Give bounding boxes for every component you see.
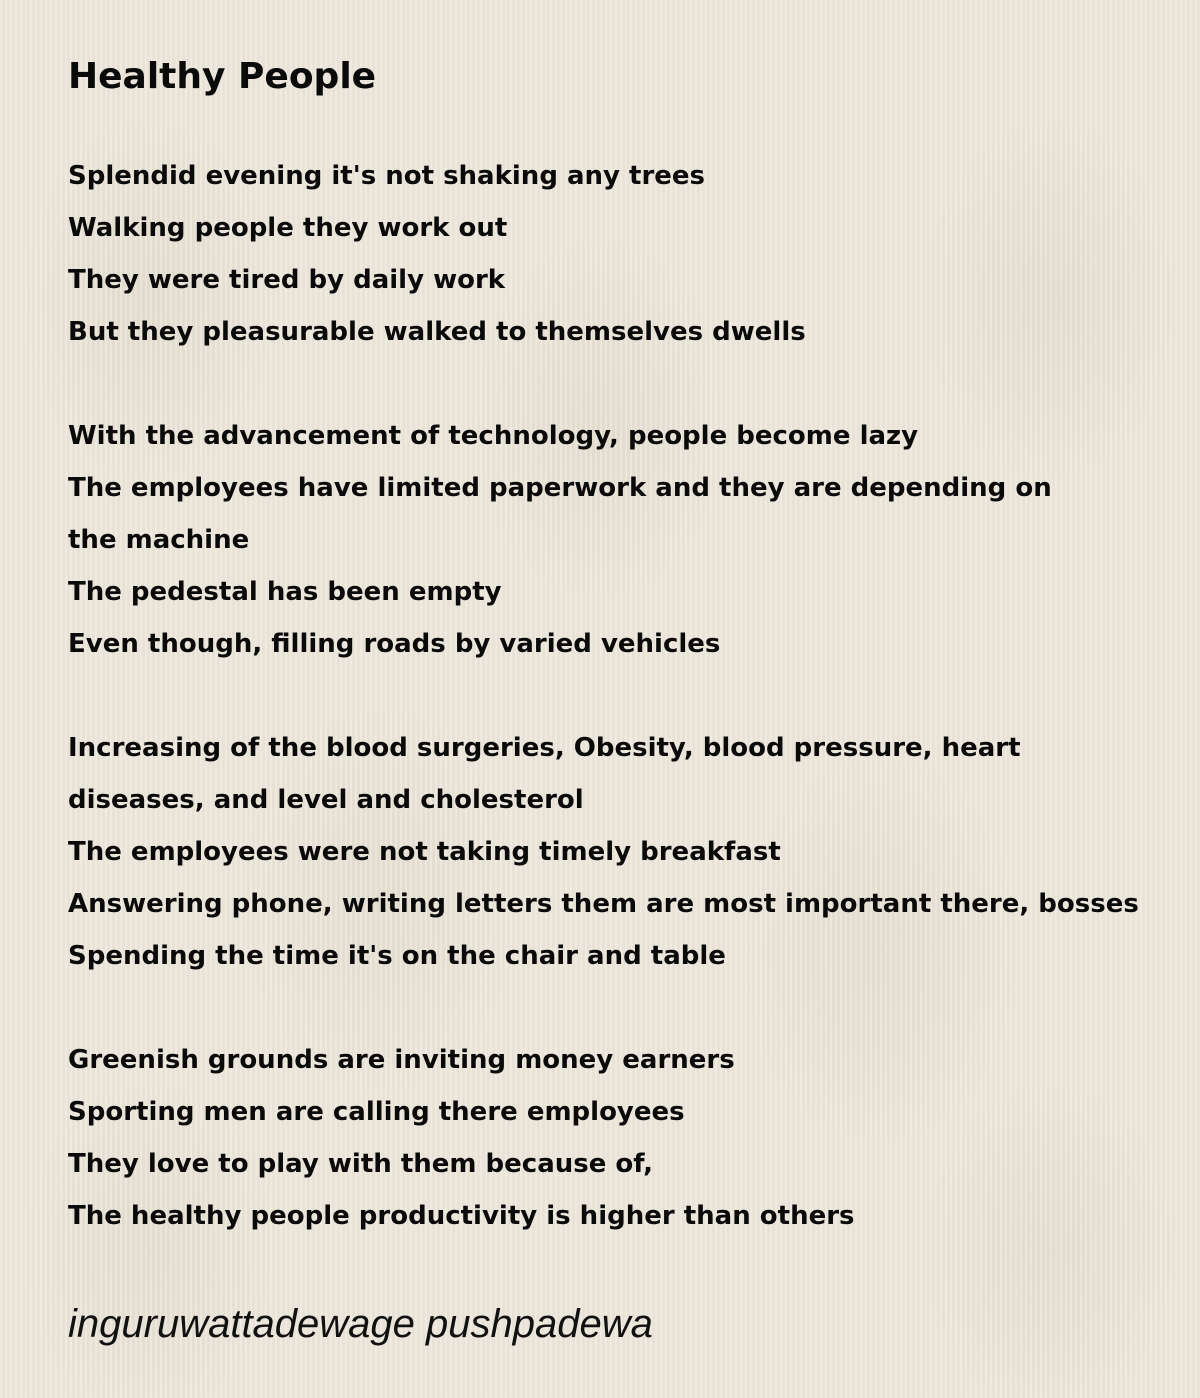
stanza-3 [68, 722, 1193, 982]
poem-line: Splendid evening it's not shaking any trees [68, 161, 706, 191]
poem-line: Even though, filling roads by varied vehicles [68, 629, 721, 659]
poem-line: diseases, and level and cholesterol [68, 785, 584, 815]
poem-title: Healthy People [68, 56, 377, 97]
poem-body [68, 150, 1193, 1242]
poem-line: The pedestal has been empty [68, 577, 502, 607]
poem-line: Spending the time it's on the chair and table [68, 941, 726, 971]
poem-line: Sporting men are calling there employees [68, 1097, 685, 1127]
poem-line: Answering phone, writing letters them are most important there, bosses [68, 889, 1139, 919]
poem-line: Greenish grounds are inviting money earners [68, 1045, 735, 1075]
poem-line: With the advancement of technology, people become lazy [68, 421, 919, 451]
poem-line: Walking people they work out [68, 213, 508, 243]
poem-line: Increasing of the blood surgeries, Obesity, blood pressure, heart [68, 733, 1021, 763]
poem-line: The employees have limited paperwork and they are depending on [68, 473, 1052, 503]
poem-line: They were tired by daily work [68, 265, 506, 295]
poem-line: They love to play with them because of, [68, 1149, 654, 1179]
poem-author: inguruwattadewage pushpadewa [68, 1302, 653, 1346]
poem [68, 52, 1193, 1294]
stanza-4 [68, 1034, 1193, 1242]
stanza-1 [68, 150, 1193, 358]
poem-line: the machine [68, 525, 250, 555]
stanza-2 [68, 410, 1193, 670]
poem-line: The healthy people productivity is higher than others [68, 1201, 855, 1231]
poem-line: The employees were not taking timely breakfast [68, 837, 781, 867]
poem-line: But they pleasurable walked to themselves dwells [68, 317, 806, 347]
